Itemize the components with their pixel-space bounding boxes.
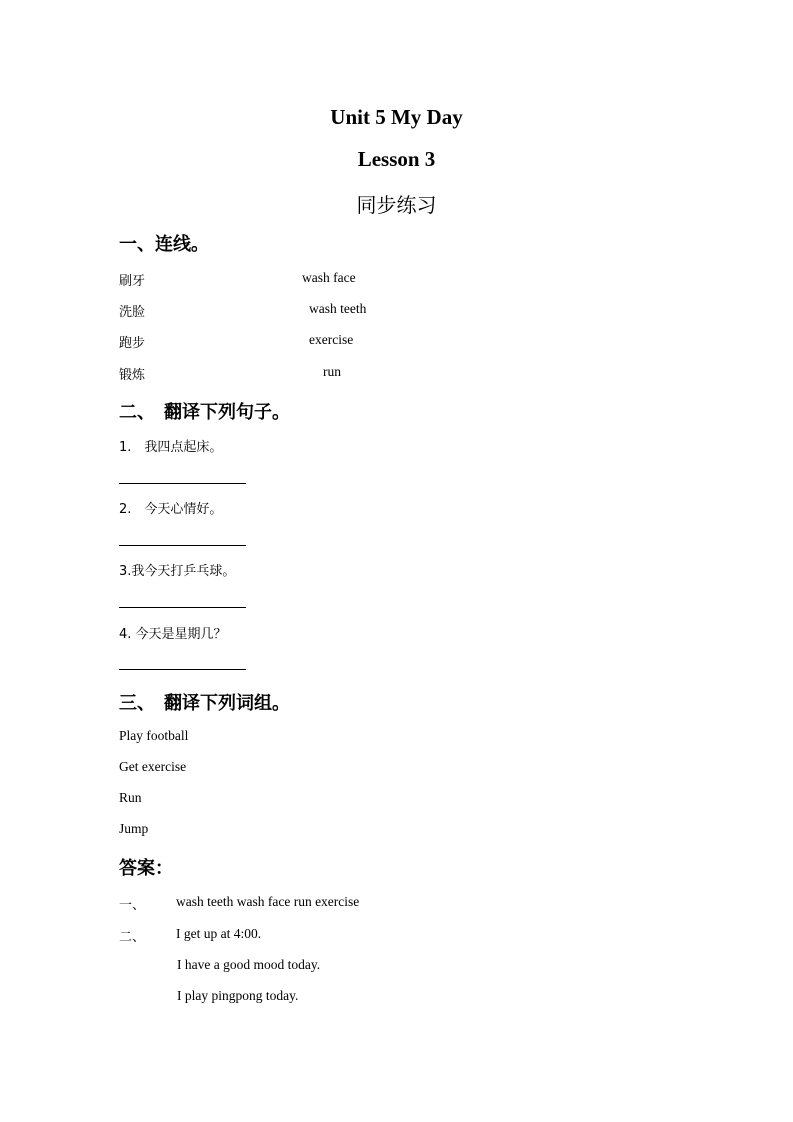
- phrase-item: Run: [119, 790, 142, 805]
- sentence-item: 2. 今天心情好。: [119, 502, 223, 517]
- answer-label: 一、: [119, 898, 146, 913]
- match-right-item: wash face: [302, 270, 356, 285]
- lesson-title: Lesson 3: [357, 147, 436, 171]
- match-left-item: 跑步: [119, 336, 146, 351]
- sentence-item: 1. 我四点起床。: [119, 440, 223, 455]
- answer-label: 二、: [119, 930, 146, 945]
- phrase-item: Get exercise: [119, 759, 187, 774]
- match-right-item: run: [323, 364, 341, 379]
- answer-text: I have a good mood today.: [177, 957, 321, 972]
- answer-text: wash teeth wash face run exercise: [176, 894, 360, 909]
- answer-text: I play pingpong today.: [177, 988, 299, 1003]
- answer-blank-line: [119, 669, 246, 670]
- section1-heading: 一、连线。: [119, 234, 209, 255]
- match-left-item: 刷牙: [119, 274, 146, 289]
- answer-blank-line: [119, 483, 246, 484]
- section3-heading: 三、 翻译下列词组。: [119, 693, 290, 714]
- unit-title: Unit 5 My Day: [330, 105, 463, 129]
- answers-heading: 答案：: [119, 858, 173, 879]
- match-left-item: 锻炼: [119, 368, 146, 383]
- sentence-item: 4. 今天是星期几？: [119, 627, 227, 642]
- match-right-item: wash teeth: [309, 301, 367, 316]
- match-right-item: exercise: [309, 332, 354, 347]
- answer-text: I get up at 4:00.: [176, 926, 262, 941]
- section2-heading: 二、 翻译下列句子。: [119, 402, 290, 423]
- phrase-item: Jump: [119, 821, 149, 836]
- answer-blank-line: [119, 545, 246, 546]
- answer-blank-line: [119, 607, 246, 608]
- page-subtitle: 同步练习: [356, 193, 437, 217]
- match-left-item: 洗脸: [119, 305, 146, 320]
- sentence-item: 3.我今天打乒乓球。: [119, 564, 236, 579]
- phrase-item: Play football: [119, 728, 189, 743]
